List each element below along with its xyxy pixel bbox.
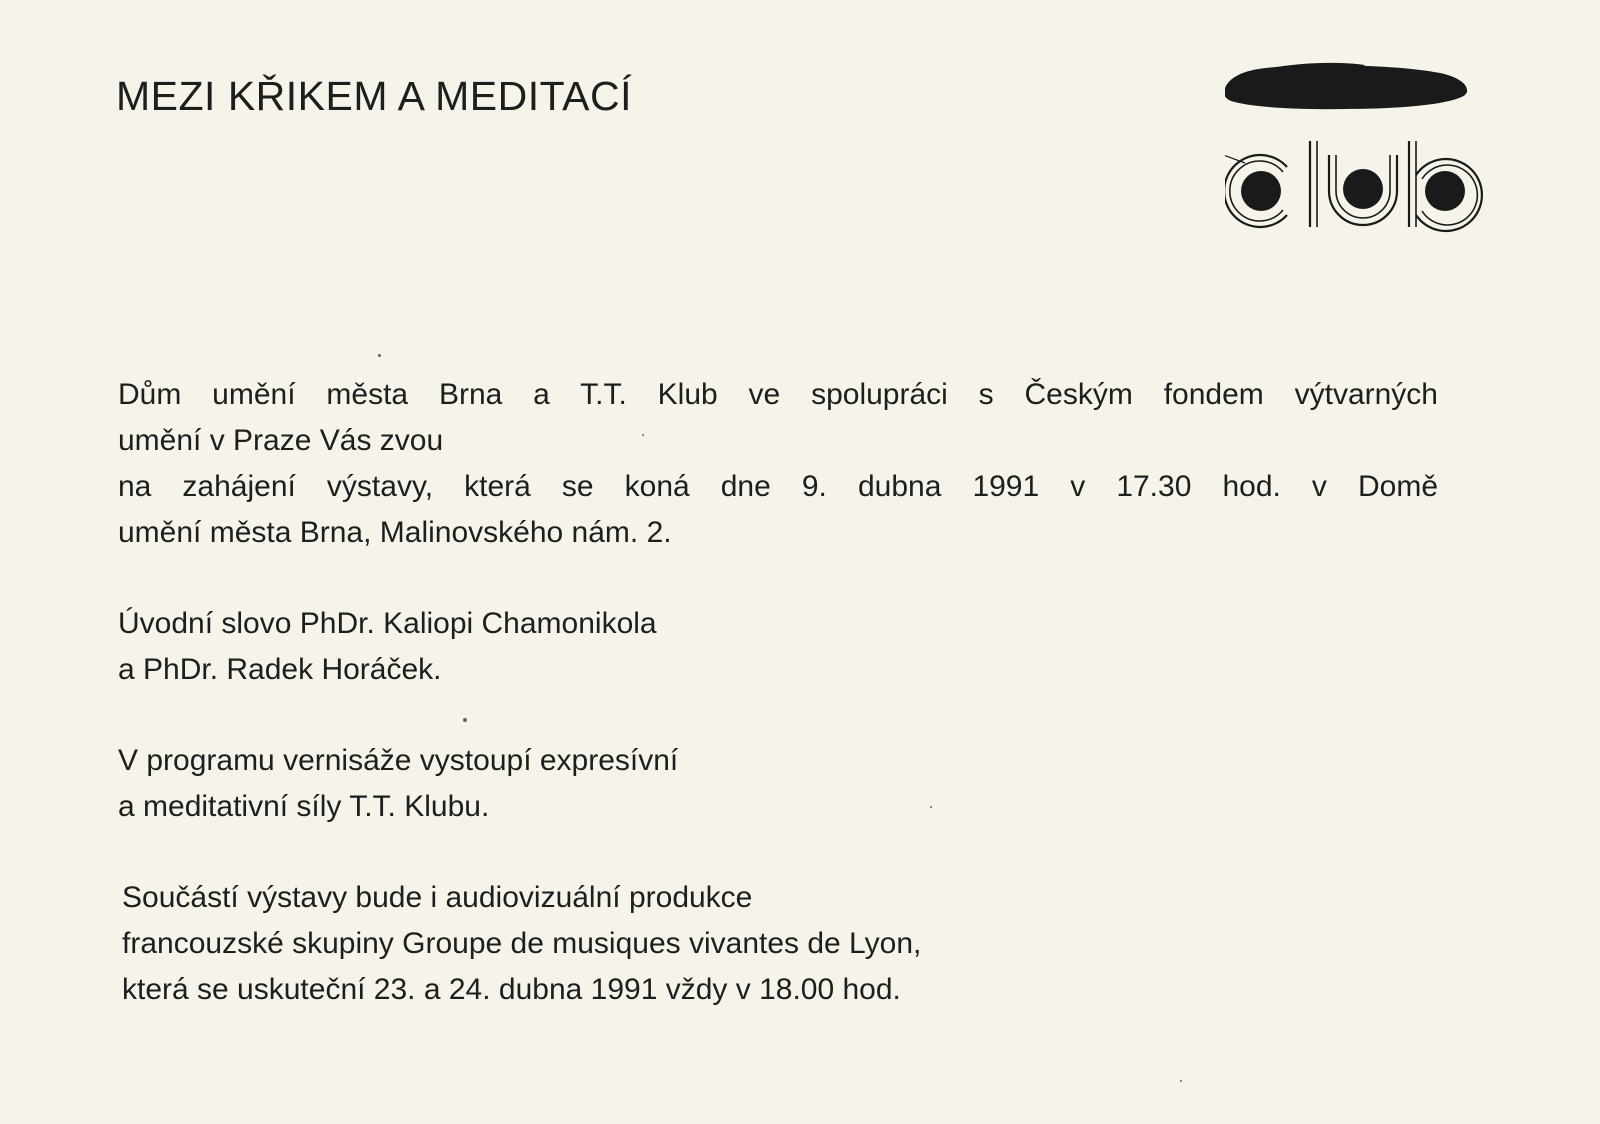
paragraph-program bbox=[118, 738, 1438, 830]
logo-letter-b bbox=[1409, 141, 1482, 231]
invitation-body bbox=[118, 372, 1438, 1058]
brush-stroke bbox=[1225, 65, 1467, 109]
paragraph-audiovisual bbox=[118, 875, 1438, 1013]
logo-letter-l bbox=[1310, 141, 1317, 227]
logo-letter-u bbox=[1329, 155, 1397, 225]
paper-speck bbox=[1180, 1080, 1182, 1082]
text-line: na zahájení výstavy, která se koná dne 9. dubna 1991 v 17.30 hod. v Domě bbox=[118, 470, 1438, 503]
text-line: umění města Brna, Malinovského nám. 2. bbox=[118, 516, 672, 549]
text-line: a PhDr. Radek Horáček. bbox=[118, 653, 442, 686]
paragraph-invitation bbox=[118, 372, 1438, 556]
paper-speck bbox=[642, 434, 644, 436]
text-line: umění v Praze Vás zvou bbox=[118, 424, 444, 457]
page-title: MEZI KŘIKEM A MEDITACÍ bbox=[116, 73, 632, 119]
paper-speck bbox=[930, 806, 932, 808]
club-logo-icon bbox=[1225, 55, 1515, 245]
paragraph-speakers bbox=[118, 601, 1438, 693]
paper-speck bbox=[463, 718, 467, 722]
text-line: Součástí výstavy bude i audiovizuální produkce bbox=[122, 881, 753, 914]
paper-speck bbox=[378, 354, 381, 357]
logo-letter-c bbox=[1225, 152, 1287, 227]
text-line: a meditativní síly T.T. Klubu. bbox=[118, 790, 490, 823]
text-line: francouzské skupiny Groupe de musiques vivantes de Lyon, bbox=[122, 927, 922, 960]
text-line: Úvodní slovo PhDr. Kaliopi Chamonikola bbox=[118, 607, 657, 640]
text-line: která se uskuteční 23. a 24. dubna 1991 vždy v 18.00 hod. bbox=[122, 973, 901, 1006]
text-line: Dům umění města Brna a T.T. Klub ve spolupráci s Českým fondem výtvarných bbox=[118, 378, 1438, 411]
text-line: V programu vernisáže vystoupí expresívní bbox=[118, 744, 679, 777]
